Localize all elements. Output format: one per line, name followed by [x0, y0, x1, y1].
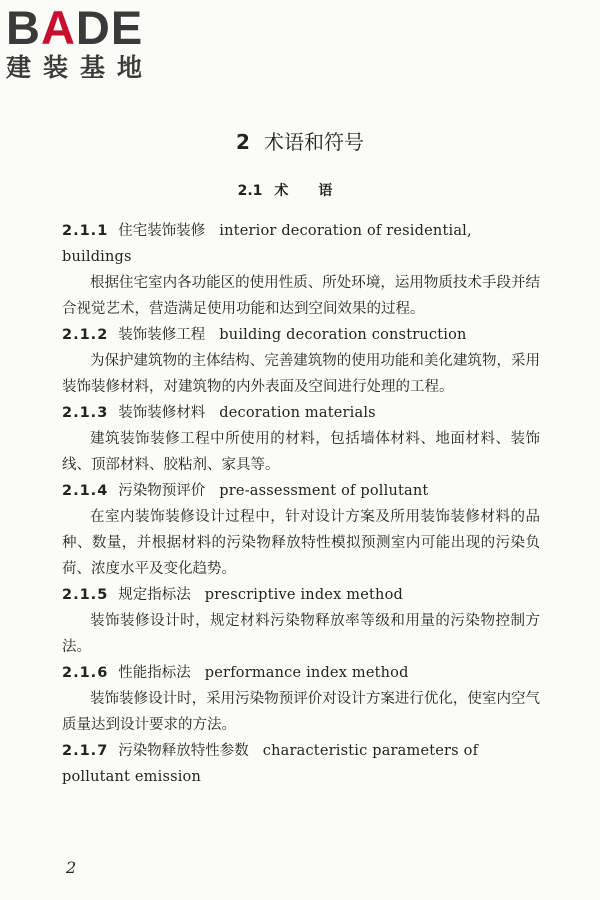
term-entry [62, 322, 540, 400]
term-entry [62, 400, 540, 478]
term-entry [62, 660, 540, 738]
bade-logo [6, 1, 176, 84]
section-title: 术语 [274, 183, 363, 199]
term-entry [62, 478, 540, 582]
term-description: 为保护建筑物的主体结构、完善建筑物的使用功能和美化建筑物，采用装饰装修材料，对建筑物的内外表面及空间进行处理的工程。 [62, 353, 540, 395]
terms-list [62, 218, 540, 790]
term-header [62, 400, 540, 426]
term-description: 装饰装修设计时，采用污染物预评价对设计方案进行优化，使室内空气质量达到设计要求的方法。 [62, 691, 540, 733]
term-chinese: 装饰装修工程 [118, 327, 206, 343]
chapter-number: 2 [236, 130, 250, 154]
term-number: 2.1.5 [62, 587, 109, 603]
section-heading [0, 180, 600, 200]
term-header [62, 738, 540, 790]
term-header [62, 218, 540, 270]
chapter-heading [0, 128, 600, 156]
term-entry [62, 582, 540, 660]
page-number: 2 [66, 858, 77, 877]
term-number: 2.1.2 [62, 327, 109, 343]
term-chinese: 规定指标法 [118, 587, 191, 603]
term-english: building decoration construction [219, 327, 467, 343]
term-english: performance index method [204, 665, 409, 681]
term-header [62, 582, 540, 608]
term-description: 建筑装饰装修工程中所使用的材料，包括墙体材料、地面材料、装饰线、顶部材料、胶粘剂、家具等。 [62, 431, 540, 473]
term-english: interior decoration of residential, buildings [62, 223, 472, 265]
section-number: 2.1 [237, 183, 263, 199]
term-number: 2.1.7 [62, 743, 109, 759]
term-description: 根据住宅室内各功能区的使用性质、所处环境，运用物质技术手段并结合视觉艺术，营造满足使用功能和达到空间效果的过程。 [62, 275, 540, 317]
term-chinese: 住宅装饰装修 [118, 223, 206, 239]
logo-brand: BADE [6, 1, 144, 54]
term-english: pre-assessment of pollutant [219, 483, 429, 499]
term-english: decoration materials [219, 405, 376, 421]
term-number: 2.1.1 [62, 223, 109, 239]
term-entry [62, 218, 540, 322]
term-number: 2.1.6 [62, 665, 109, 681]
term-english: prescriptive index method [204, 587, 403, 603]
term-number: 2.1.4 [62, 483, 109, 499]
term-header [62, 660, 540, 686]
term-chinese: 污染物预评价 [118, 483, 206, 499]
term-english: characteristic parameters of pollutant emission [62, 743, 479, 785]
term-entry [62, 738, 540, 790]
term-description: 在室内装饰装修设计过程中，针对设计方案及所用装饰装修材料的品种、数量，并根据材料的污染物释放特性模拟预测室内可能出现的污染负荷、浓度水平及变化趋势。 [62, 509, 540, 577]
chapter-title: 术语和符号 [263, 130, 364, 154]
term-chinese: 性能指标法 [118, 665, 191, 681]
term-header [62, 478, 540, 504]
term-description: 装饰装修设计时，规定材料污染物释放率等级和用量的污染物控制方法。 [62, 613, 540, 655]
term-header [62, 322, 540, 348]
term-chinese: 污染物释放特性参数 [118, 743, 249, 759]
logo-subtitle: 建装基地 [6, 53, 155, 82]
term-chinese: 装饰装修材料 [118, 405, 206, 421]
term-number: 2.1.3 [62, 405, 109, 421]
